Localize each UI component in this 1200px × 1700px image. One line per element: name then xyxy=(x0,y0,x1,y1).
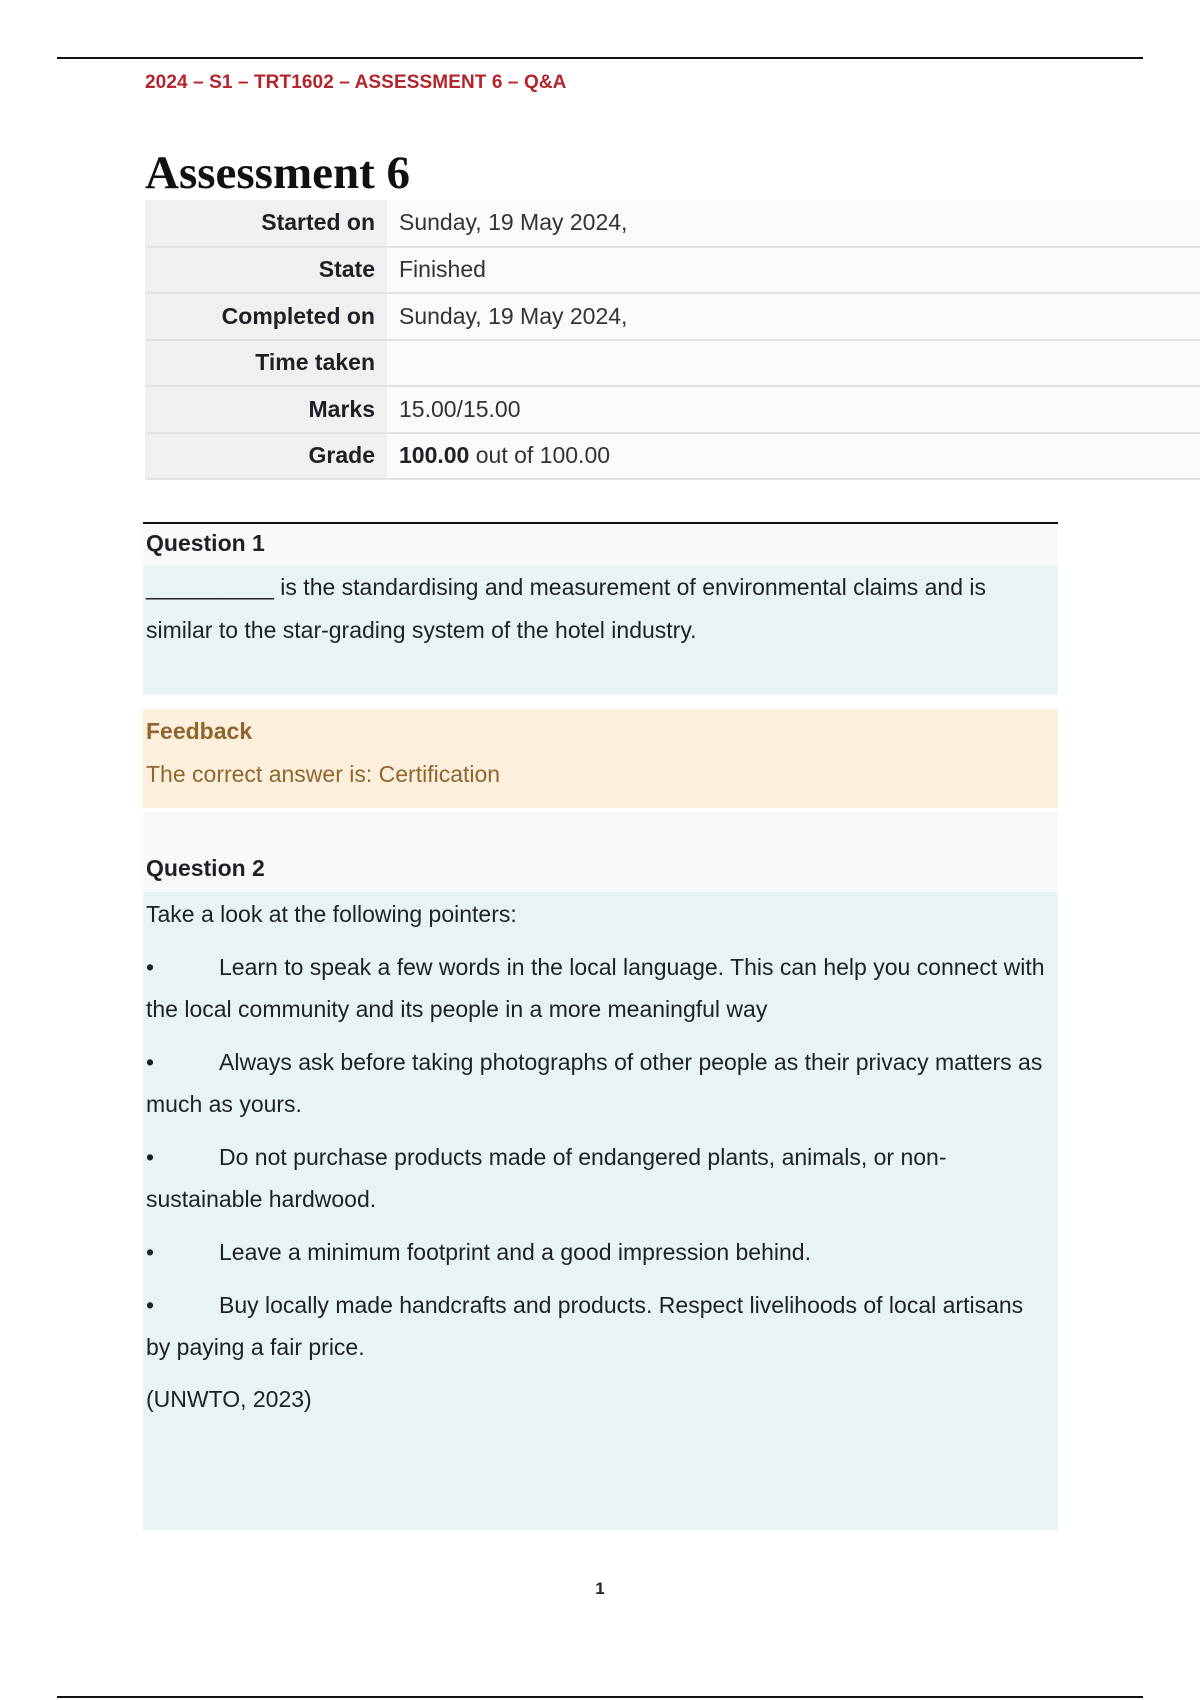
attempt-summary-table xyxy=(145,200,1200,480)
bullet-icon: • xyxy=(146,1144,155,1170)
pointer-item xyxy=(146,1041,1052,1125)
pointer-text: Learn to speak a few words in the local language. This can help you connect with the local community and its people in a more meaningful way xyxy=(146,954,1045,1022)
summary-label: Started on xyxy=(145,200,387,247)
summary-row-state xyxy=(145,247,1200,294)
summary-label: State xyxy=(145,247,387,294)
pointer-text: Leave a minimum footprint and a good impression behind. xyxy=(219,1239,811,1265)
feedback-title: Feedback xyxy=(146,718,253,744)
page-title: Assessment 6 xyxy=(145,147,411,199)
summary-value: 15.00/15.00 xyxy=(387,386,1200,433)
grade-score: 100.00 xyxy=(399,442,470,469)
grade-out-of: out of 100.00 xyxy=(469,442,611,469)
question-intro: Take a look at the following pointers: xyxy=(146,901,517,927)
bullet-icon: • xyxy=(146,1292,155,1318)
bullet-icon: • xyxy=(146,1239,155,1265)
page-number: 1 xyxy=(595,1579,605,1598)
top-rule xyxy=(57,57,1143,59)
question-2 xyxy=(143,812,1058,1530)
pointer-text: Buy locally made handcrafts and products. Respect livelihoods of local artisans by paying a fair price. xyxy=(146,1292,1024,1360)
question-1 xyxy=(143,522,1058,695)
question-title: Question 2 xyxy=(143,812,1058,892)
pointer-item xyxy=(146,1284,1052,1368)
feedback-panel xyxy=(143,709,1058,808)
summary-row-marks xyxy=(145,386,1200,433)
pointer-item xyxy=(146,1136,1052,1220)
summary-label: Time taken xyxy=(145,340,387,387)
question-title: Question 1 xyxy=(143,524,1058,566)
source-citation: (UNWTO, 2023) xyxy=(146,1386,312,1412)
summary-label: Completed on xyxy=(145,293,387,340)
pointer-item xyxy=(146,946,1052,1030)
bullet-icon: • xyxy=(146,1049,155,1075)
feedback-text: The correct answer is: Certification xyxy=(146,761,501,787)
summary-row-time-taken xyxy=(145,340,1200,387)
summary-row-grade xyxy=(145,433,1200,480)
question-text: __________ is the standardising and measurement of environmental claims and is similar to the star-grading system of the hotel industry. xyxy=(143,566,1058,695)
summary-value: Sunday, 19 May 2024, xyxy=(387,200,1200,247)
summary-value xyxy=(387,433,1200,480)
pointer-text: Always ask before taking photographs of other people as their privacy matters as much as yours. xyxy=(146,1049,1043,1117)
summary-value: Finished xyxy=(387,247,1200,294)
summary-value: Sunday, 19 May 2024, xyxy=(387,293,1200,340)
bottom-rule xyxy=(57,1696,1143,1698)
pointer-item xyxy=(146,1231,1052,1273)
question-text xyxy=(143,892,1058,1530)
document-header: 2024 – S1 – TRT1602 – ASSESSMENT 6 – Q&A xyxy=(145,72,567,93)
summary-value xyxy=(387,340,1200,387)
pointer-text: Do not purchase products made of endangered plants, animals, or non-sustainable hardwood. xyxy=(146,1144,947,1212)
bullet-icon: • xyxy=(146,954,155,980)
summary-label: Grade xyxy=(145,433,387,480)
summary-row-started-on xyxy=(145,200,1200,247)
summary-label: Marks xyxy=(145,386,387,433)
summary-row-completed-on xyxy=(145,293,1200,340)
